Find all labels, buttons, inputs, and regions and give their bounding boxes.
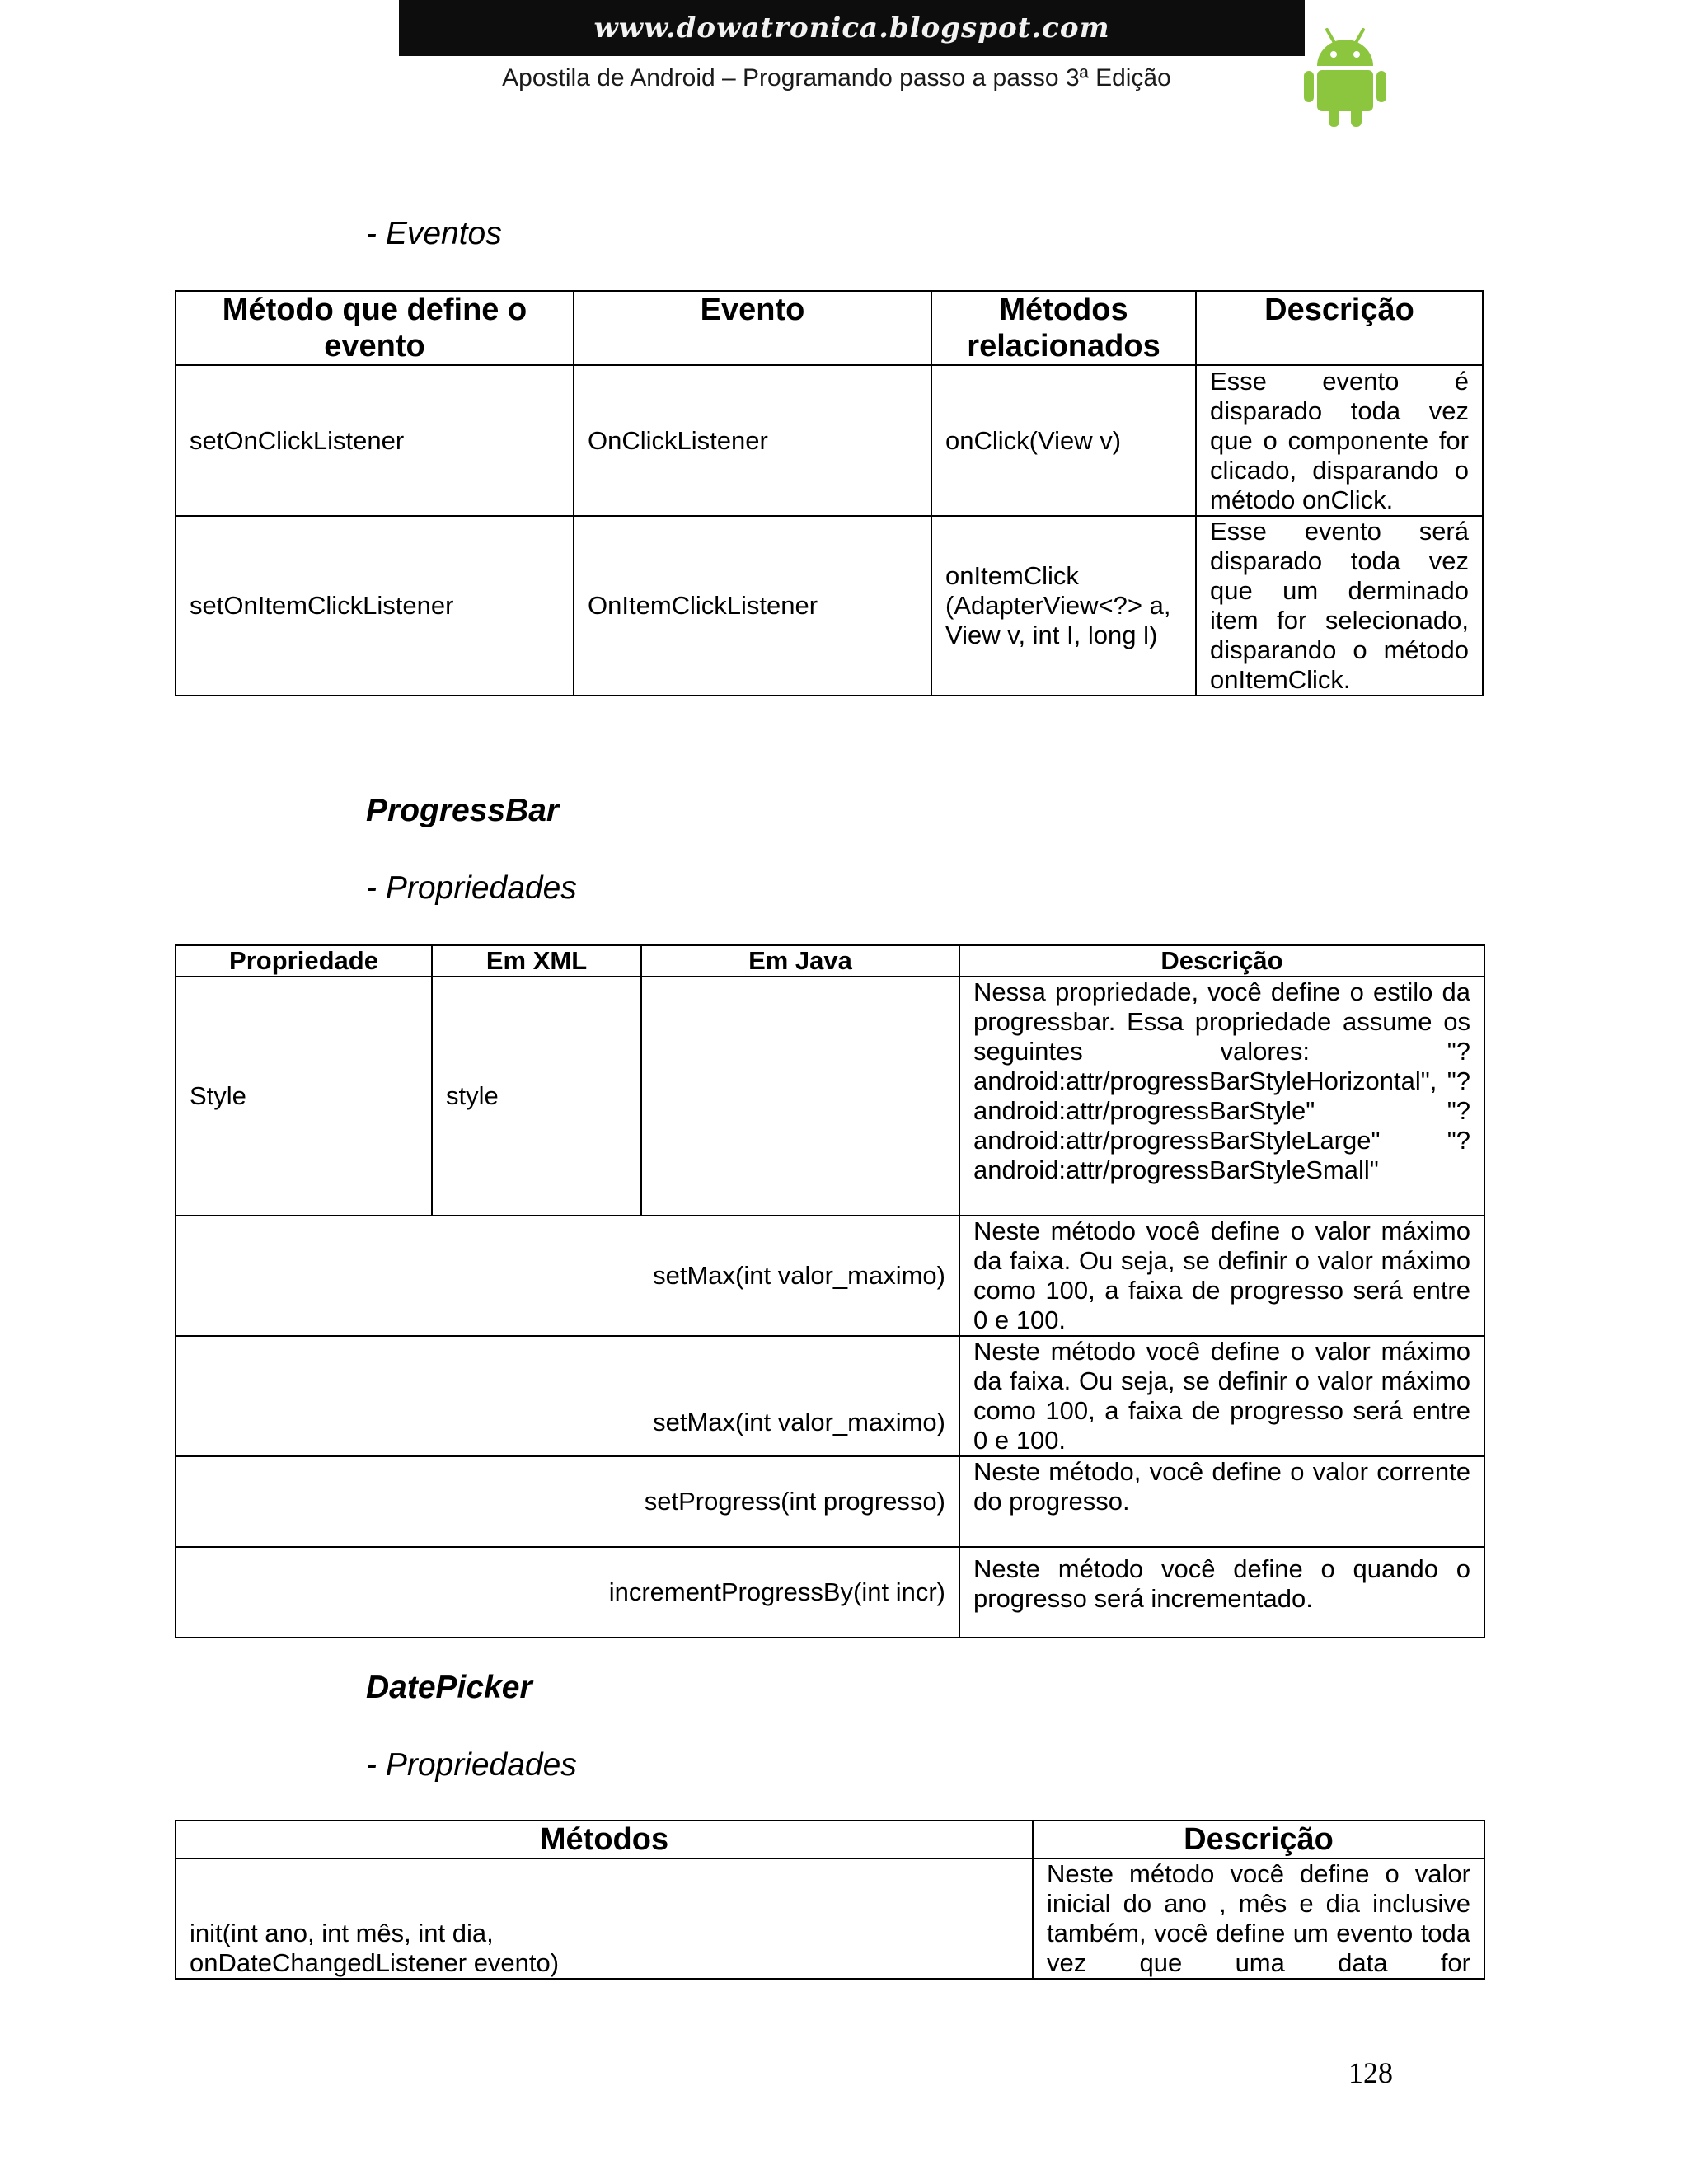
col-header: Métodos xyxy=(176,1821,1033,1858)
col-header: Evento xyxy=(574,291,931,365)
android-logo-icon xyxy=(1302,25,1388,127)
col-header: Método que define o evento xyxy=(176,291,574,365)
col-header: Propriedade xyxy=(176,945,432,977)
col-header: Em XML xyxy=(432,945,641,977)
banner-text: www.dowatronica.blogspot.com xyxy=(593,12,1110,45)
table-header-row xyxy=(176,945,1484,977)
table-cell: Esse evento será disparado toda vez que um derminado item for selecionado, disparando o método onItemClick. xyxy=(1196,516,1483,696)
table-cell: Neste método você define o valor máximo da faixa. Ou seja, se definir o valor máximo como 100, a faixa de progresso será entre 0 e 100. xyxy=(959,1336,1484,1456)
datepicker-props-heading: - Propriedades xyxy=(366,1747,577,1783)
table-cell: incrementProgressBy(int incr) xyxy=(176,1547,959,1638)
table-cell: onItemClick (AdapterView<?> a, View v, int I, long l) xyxy=(931,516,1196,696)
table-header-row xyxy=(176,291,1483,365)
site-banner xyxy=(399,0,1305,56)
table-cell: setMax(int valor_maximo) xyxy=(176,1336,959,1456)
table-cell: OnClickListener xyxy=(574,365,931,516)
table-row xyxy=(176,1547,1484,1638)
progressbar-table xyxy=(175,944,1485,1638)
table-cell: Neste método você define o valor inicial do ano , mês e dia inclusive também, você define um evento toda vez que uma data for xyxy=(1033,1858,1484,1979)
document-subtitle: Apostila de Android – Programando passo a passo 3ª Edição xyxy=(502,64,1171,91)
table-cell: Neste método você define o valor máximo da faixa. Ou seja, se definir o valor máximo como 100, a faixa de progresso será entre 0 e 100. xyxy=(959,1216,1484,1336)
col-header: Métodos relacionados xyxy=(931,291,1196,365)
table-row xyxy=(176,1216,1484,1336)
table-cell: setProgress(int progresso) xyxy=(176,1456,959,1547)
progressbar-props-heading: - Propriedades xyxy=(366,870,577,906)
col-header: Descrição xyxy=(959,945,1484,977)
col-header: Em Java xyxy=(641,945,959,977)
table-row xyxy=(176,516,1483,696)
table-cell: init(int ano, int mês, int dia, onDateChangedListener evento) xyxy=(176,1858,1033,1979)
table-cell: setMax(int valor_maximo) xyxy=(176,1216,959,1336)
table-header-row xyxy=(176,1821,1484,1858)
table-cell: Style xyxy=(176,977,432,1216)
table-cell: OnItemClickListener xyxy=(574,516,931,696)
page-number: 128 xyxy=(1348,2056,1393,2089)
eventos-heading: - Eventos xyxy=(366,216,502,251)
events-table xyxy=(175,290,1484,696)
col-header: Descrição xyxy=(1196,291,1483,365)
table-cell: Neste método você define o quando o progresso será incrementado. xyxy=(959,1547,1484,1638)
col-header: Descrição xyxy=(1033,1821,1484,1858)
table-cell: Nessa propriedade, você define o estilo da progressbar. Essa propriedade assume os seguintes valores: "?android:attr/progressBarStyleHorizontal", "?android:attr/progressBarStyle" "?android:attr/progressBarStyleLarge" "?android:attr/progressBarStyleSmall" xyxy=(959,977,1484,1216)
table-cell: Esse evento é disparado toda vez que o componente for clicado, disparando o método onClick. xyxy=(1196,365,1483,516)
datepicker-table xyxy=(175,1820,1485,1980)
table-row xyxy=(176,1336,1484,1456)
table-row xyxy=(176,977,1484,1216)
table-cell xyxy=(641,977,959,1216)
table-cell: setOnClickListener xyxy=(176,365,574,516)
table-cell: style xyxy=(432,977,641,1216)
table-row xyxy=(176,365,1483,516)
table-cell: setOnItemClickListener xyxy=(176,516,574,696)
datepicker-title: DatePicker xyxy=(366,1670,532,1705)
table-cell: Neste método, você define o valor corrente do progresso. xyxy=(959,1456,1484,1547)
table-cell: onClick(View v) xyxy=(931,365,1196,516)
table-row xyxy=(176,1456,1484,1547)
table-row xyxy=(176,1858,1484,1979)
progressbar-title: ProgressBar xyxy=(366,793,560,828)
